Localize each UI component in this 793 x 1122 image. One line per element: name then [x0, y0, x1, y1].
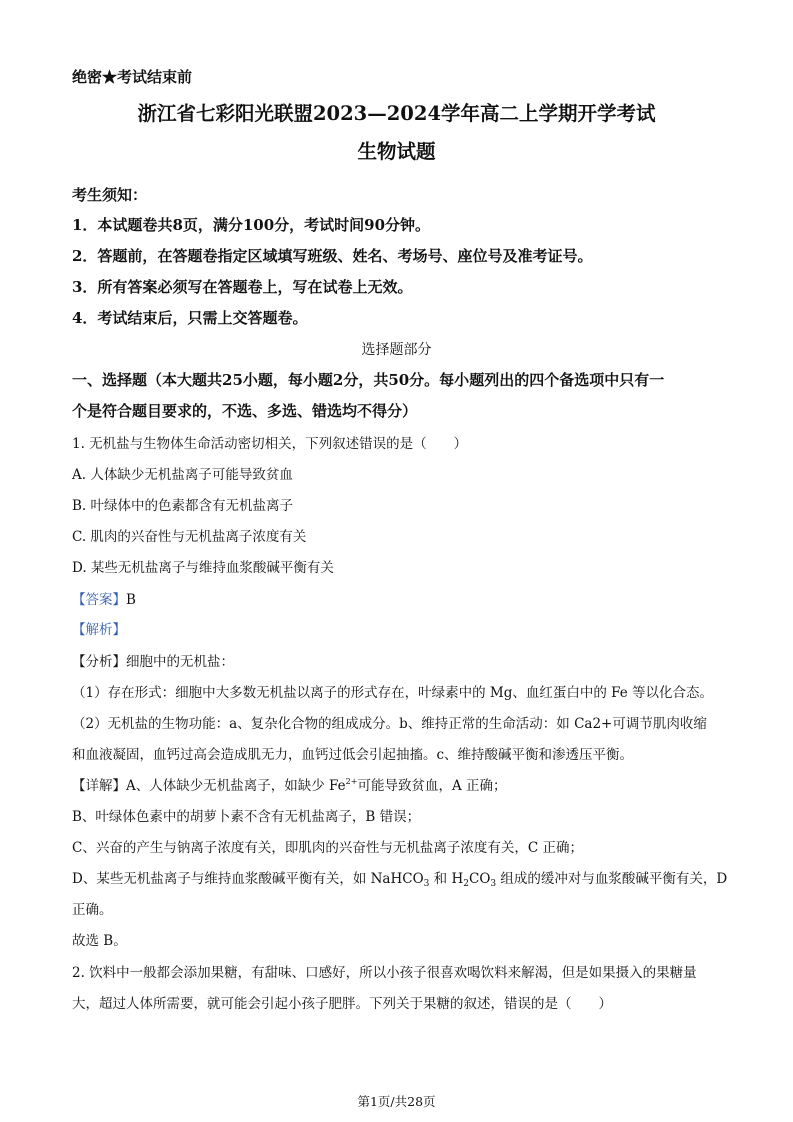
q2-stem: 2. 饮料中一般都会添加果糖，有甜味、口感好，所以小孩子很喜欢喝饮料来解渴，但是如果摄入的果糖量	[72, 965, 697, 981]
fe-charge: 2+	[345, 777, 358, 786]
notice-item: 1．本试题卷共8页，满分100分，考试时间90分钟。	[72, 216, 431, 234]
fenxi-point-2: （2）无机盐的生物功能：a、复杂化合物的组成成分。b、维持正常的生命活动：如 Ca2+可调节肌肉收缩	[72, 716, 707, 732]
notice-item: 3．所有答案必须写在答题卷上，写在试卷上无效。	[72, 278, 413, 296]
notice-item: 4．考试结束后，只需上交答题卷。	[72, 309, 308, 327]
answer-tag: 【答案】	[72, 592, 126, 608]
q1-answer	[72, 588, 733, 608]
q1-option-d: D. 某些无机盐离子与维持血浆酸碱平衡有关	[72, 560, 334, 576]
detail-d-cont: 正确。	[72, 902, 113, 918]
q1-option-a: A. 人体缺少无机盐离子可能导致贫血	[72, 467, 293, 483]
detail-a-text-end: 可能导致贫血，A 正确；	[357, 778, 507, 794]
exam-subtitle: 生物试题	[357, 140, 436, 163]
notice-item: 2．答题前，在答题卷指定区域填写班级、姓名、考场号、座位号及准考证号。	[72, 247, 593, 265]
section-instruction: 一、选择题（本大题共25小题，每小题2分，共50分。每小题列出的四个备选项中只有一	[72, 371, 665, 389]
detail-b: B、叶绿体色素中的胡萝卜素不含有无机盐离子，B 错误；	[72, 809, 421, 825]
detail-a	[72, 774, 733, 794]
section-title: 选择题部分	[361, 342, 432, 358]
subscript: 2	[463, 879, 469, 889]
answer-value: B	[126, 592, 136, 608]
secret-label: 绝密★考试结束前	[72, 68, 193, 86]
q1-stem: 1. 无机盐与生物体生命活动密切相关，下列叙述错误的是（ ）	[72, 436, 468, 452]
q2-stem-cont: 大，超过人体所需要，就可能会引起小孩子肥胖。下列关于果糖的叙述，错误的是（ ）	[72, 996, 612, 1012]
page-number: 第1页/共28页	[357, 1094, 436, 1109]
fenxi-line	[72, 650, 733, 670]
detail-tag: 【详解】	[72, 778, 126, 794]
q1-option-b: B. 叶绿体中的色素都含有无机盐离子	[72, 498, 294, 514]
detail-d-text: CO	[468, 871, 491, 887]
notice-heading: 考生须知：	[72, 186, 148, 204]
exam-title: 浙江省七彩阳光联盟2023—2024学年高二上学期开学考试	[137, 102, 656, 125]
detail-d-text: 组成的缓冲对与血浆酸碱平衡有关，D	[496, 871, 728, 887]
fenxi-tag: 【分析】	[72, 654, 126, 670]
detail-d	[72, 867, 733, 887]
subscript: 3	[490, 879, 497, 889]
conclusion: 故选 B。	[72, 933, 127, 949]
detail-d-text: D、某些无机盐离子与维持血浆酸碱平衡有关，如 NaHCO	[72, 871, 424, 887]
analysis-tag: 【解析】	[72, 622, 126, 638]
fenxi-text: 细胞中的无机盐：	[126, 654, 234, 670]
detail-a-text: A、人体缺少无机盐离子，如缺少 Fe	[126, 778, 346, 794]
detail-c: C、兴奋的产生与钠离子浓度有关，即肌肉的兴奋性与无机盐离子浓度有关，C 正确；	[72, 840, 583, 856]
subscript: 3	[423, 879, 430, 889]
q1-option-c: C. 肌肉的兴奋性与无机盐离子浓度有关	[72, 529, 307, 545]
detail-d-text: 和 H	[429, 871, 464, 887]
section-instruction-cont: 个是符合题目要求的，不选、多选、错选均不得分）	[72, 402, 418, 420]
fenxi-point-2-cont: 和血液凝固，血钙过高会造成肌无力，血钙过低会引起抽搐。c、维持酸碱平衡和渗透压平衡。	[72, 747, 634, 763]
fenxi-point-1: （1）存在形式：细胞中大多数无机盐以离子的形式存在，叶绿素中的 Mg、血红蛋白中的 Fe 等以化合态。	[72, 685, 714, 701]
